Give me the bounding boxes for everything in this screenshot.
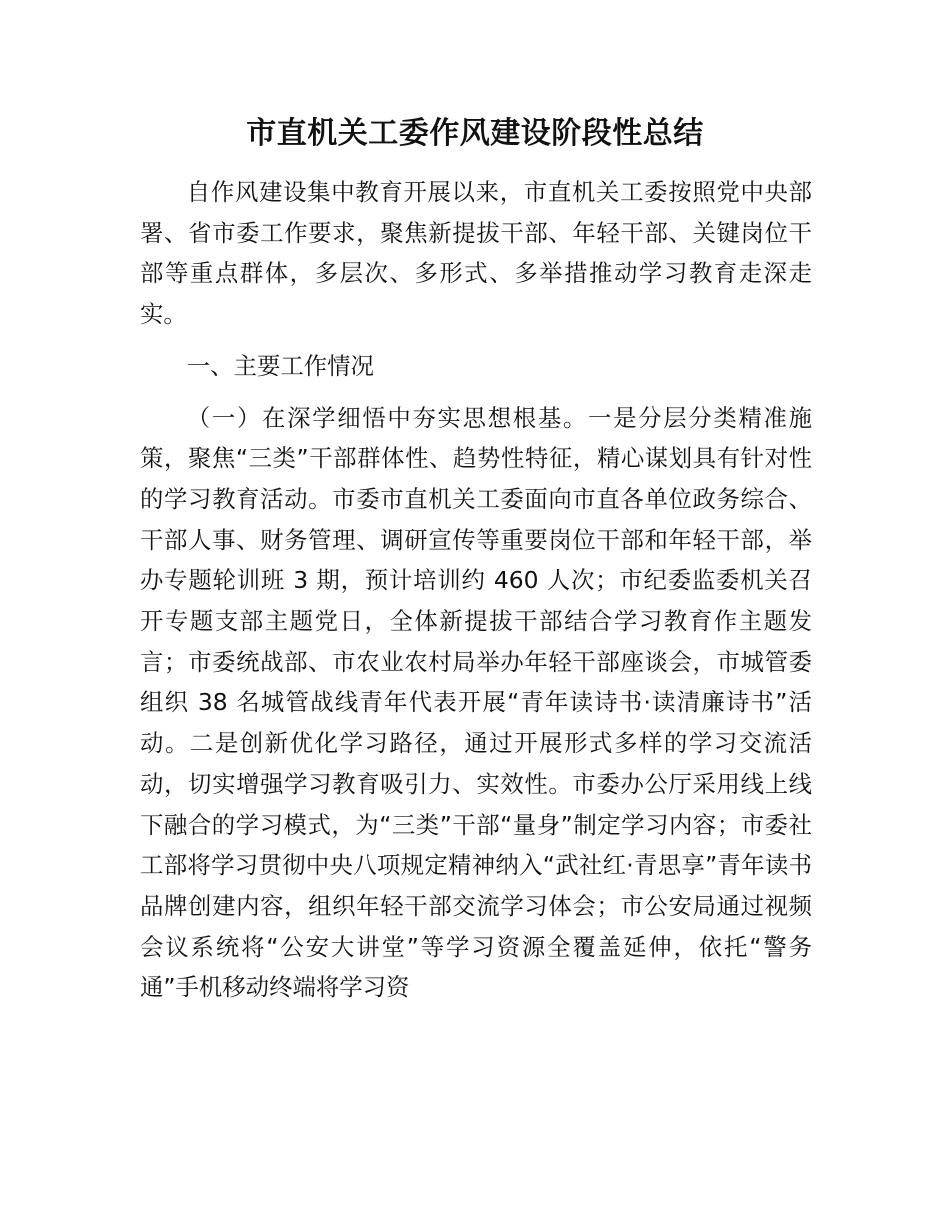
section-paragraph: （一）在深学细悟中夯实思想根基。一是分层分类精准施策，聚焦“三类”干部群体性、趋势性特征，精心谋划具有针对性的学习教育活动。市委市直机关工委面向市直各单位政务综合、干部人事、财务管理、调研宣传等重要岗位干部和年轻干部，举办专题轮训班 3 期，预计培训约 460 人次；市纪委监委机关召开专题支部主题党日，全体新提拔干部结合学习教育作主题发言；市委统战部、市农业农村局举办年轻干部座谈会，市城管委组织 38 名城管战线青年代表开展“青年读诗书·读清廉诗书”活动。二是创新优化学习路径，通过开展形式多样的学习交流活动，切实增强学习教育吸引力、实效性。市委办公厅采用线上线下融合的学习模式，为“三类”干部“量身”制定学习内容；市委社工部将学习贯彻中央八项规定精神纳入“武社红·青思享”青年读书品牌创建内容，组织年轻干部交流学习体会；市公安局通过视频会议系统将“公安大讲堂”等学习资源全覆盖延伸，依托“警务通”手机移动终端将学习资 xyxy=(140,403,812,1002)
document-body xyxy=(140,172,812,1019)
section-heading: 一、主要工作情况 xyxy=(186,351,374,380)
document-title: 市直机关工委作风建设阶段性总结 xyxy=(246,116,704,151)
intro-paragraph: 自作风建设集中教育开展以来，市直机关工委按照党中央部署、省市委工作要求，聚焦新提拔干部、年轻干部、关键岗位干部等重点群体，多层次、多形式、多举措推动学习教育走深走实。 xyxy=(140,178,812,329)
